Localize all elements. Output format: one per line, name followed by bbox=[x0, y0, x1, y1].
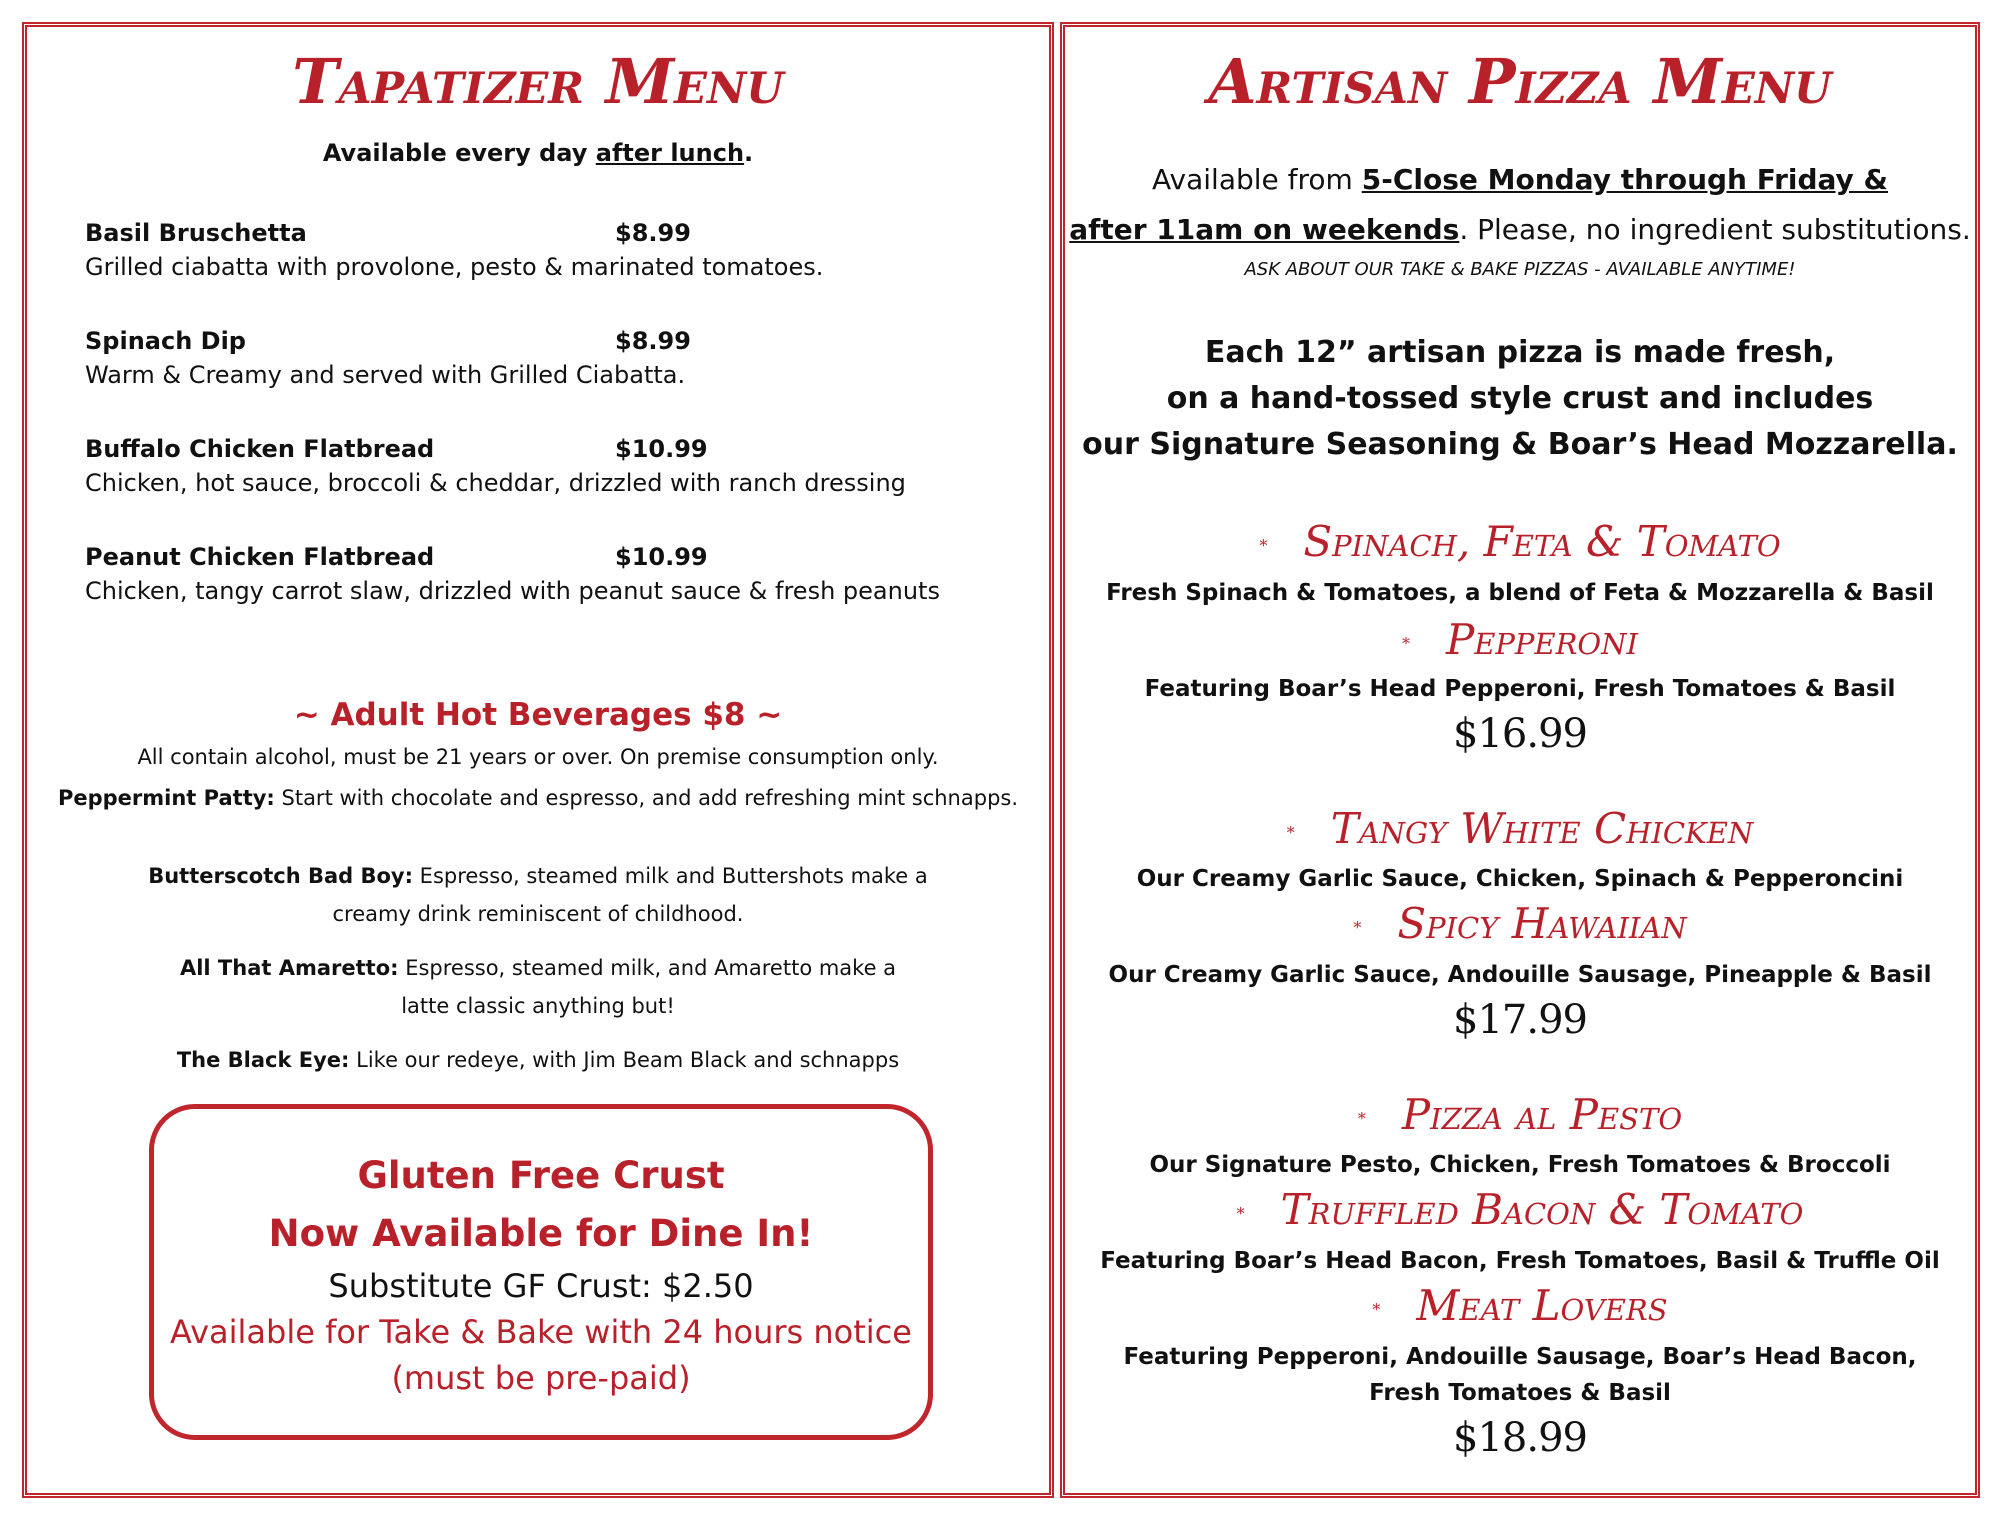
pizza-name-row bbox=[1065, 1185, 1975, 1234]
gluten-free-substitute-price: Substitute GF Crust: $2.50 bbox=[328, 1267, 754, 1305]
appetizer-name: Spinach Dip bbox=[85, 327, 246, 355]
star-icon: * bbox=[1236, 1203, 1245, 1223]
pizza-info-line: our Signature Seasoning & Boar’s Head Mozzarella. bbox=[1082, 427, 1958, 462]
appetizer-item bbox=[85, 543, 985, 605]
take-bake-note: ASK ABOUT OUR TAKE & BAKE PIZZAS - AVAILABLE ANYTIME! bbox=[1244, 259, 1796, 280]
availability-suffix: . bbox=[744, 139, 754, 167]
beverage-name: Butterscotch Bad Boy: bbox=[148, 864, 413, 888]
beverage-description-line2: creamy drink reminiscent of childhood. bbox=[332, 902, 744, 926]
appetizer-name: Peanut Chicken Flatbread bbox=[85, 543, 435, 571]
beverage-item bbox=[27, 779, 1049, 817]
pizza-name-row bbox=[1065, 517, 1975, 566]
star-icon: * bbox=[1401, 633, 1410, 653]
pizza-ingredients: Featuring Boar’s Head Pepperoni, Fresh Tomatoes & Basil bbox=[1144, 676, 1896, 702]
pizza-menu-title: Artisan Pizza Menu bbox=[1208, 45, 1832, 118]
pizza-name: Pepperoni bbox=[1445, 615, 1639, 664]
gluten-free-box bbox=[149, 1104, 933, 1440]
pizza-availability bbox=[1065, 155, 1975, 255]
availability-text: Available every day bbox=[322, 139, 596, 167]
star-icon: * bbox=[1259, 535, 1268, 555]
gluten-free-take-bake: Available for Take & Bake with 24 hours notice bbox=[170, 1313, 912, 1351]
pizza-name: Meat Lovers bbox=[1416, 1281, 1668, 1330]
availability-prefix: Available from bbox=[1152, 163, 1362, 196]
pizza-price: $17.99 bbox=[1453, 997, 1587, 1043]
beverage-item bbox=[27, 1041, 1049, 1079]
appetizer-item bbox=[85, 219, 985, 281]
availability-weekends: after 11am on weekends bbox=[1069, 213, 1460, 246]
pizza-name: Spicy Hawaiian bbox=[1397, 899, 1687, 948]
availability-weekdays: 5-Close Monday through Friday & bbox=[1361, 163, 1888, 196]
appetizer-description: Warm & Creamy and served with Grilled Ciabatta. bbox=[85, 361, 686, 389]
pizza-name-row bbox=[1065, 804, 1975, 853]
beverages-title: ~ Adult Hot Beverages $8 ~ bbox=[293, 697, 783, 733]
pizza-ingredients-line: Featuring Pepperoni, Andouille Sausage, Boar’s Head Bacon, bbox=[1123, 1344, 1917, 1370]
pizza-info-line: on a hand-tossed style crust and includes bbox=[1166, 381, 1874, 416]
pizza-ingredients: Featuring Boar’s Head Bacon, Fresh Tomatoes, Basil & Truffle Oil bbox=[1100, 1248, 1940, 1274]
beverage-description: Like our redeye, with Jim Beam Black and schnapps bbox=[349, 1048, 900, 1072]
beverage-name: The Black Eye: bbox=[176, 1048, 350, 1072]
pizza-price: $16.99 bbox=[1453, 711, 1587, 757]
appetizer-name: Buffalo Chicken Flatbread bbox=[85, 435, 435, 463]
pizza-price: $18.99 bbox=[1453, 1415, 1587, 1461]
pizza-name-row bbox=[1065, 899, 1975, 948]
pizza-name: Spinach, Feta & Tomato bbox=[1303, 517, 1781, 566]
appetizer-item bbox=[85, 435, 985, 497]
appetizer-price: $8.99 bbox=[615, 219, 691, 247]
gluten-free-prepaid: (must be pre-paid) bbox=[391, 1359, 691, 1397]
tapatizer-menu-panel bbox=[22, 22, 1054, 1498]
pizza-name: Truffled Bacon & Tomato bbox=[1280, 1185, 1804, 1234]
availability-underlined: after lunch bbox=[595, 139, 745, 167]
star-icon: * bbox=[1372, 1299, 1381, 1319]
pizza-ingredients: Our Creamy Garlic Sauce, Chicken, Spinach & Pepperoncini bbox=[1136, 866, 1904, 892]
pizza-name-row bbox=[1065, 1281, 1975, 1330]
beverage-description: Espresso, steamed milk, and Amaretto make a bbox=[398, 956, 897, 980]
pizza-name: Pizza al Pesto bbox=[1401, 1090, 1683, 1139]
appetizer-description: Chicken, tangy carrot slaw, drizzled with peanut sauce & fresh peanuts bbox=[85, 577, 940, 605]
availability-note: . Please, no ingredient substitutions. bbox=[1459, 213, 1971, 246]
appetizer-name: Basil Bruschetta bbox=[85, 219, 307, 247]
appetizer-item bbox=[85, 327, 985, 389]
pizza-info-line: Each 12” artisan pizza is made fresh, bbox=[1204, 335, 1836, 370]
beverage-item bbox=[27, 857, 1049, 933]
pizza-ingredients-line: Fresh Tomatoes & Basil bbox=[1369, 1380, 1671, 1406]
beverage-name: Peppermint Patty: bbox=[57, 786, 275, 810]
appetizer-description: Chicken, hot sauce, broccoli & cheddar, drizzled with ranch dressing bbox=[85, 469, 906, 497]
gluten-free-subheading: Now Available for Dine In! bbox=[268, 1212, 814, 1255]
beverage-item bbox=[27, 949, 1049, 1025]
appetizer-price: $10.99 bbox=[615, 435, 708, 463]
star-icon: * bbox=[1357, 1108, 1366, 1128]
pizza-ingredients bbox=[1065, 1339, 1975, 1411]
appetizer-description: Grilled ciabatta with provolone, pesto & marinated tomatoes. bbox=[85, 253, 824, 281]
appetizer-price: $8.99 bbox=[615, 327, 691, 355]
pizza-ingredients: Our Creamy Garlic Sauce, Andouille Sausage, Pineapple & Basil bbox=[1108, 962, 1932, 988]
beverage-description-line2: latte classic anything but! bbox=[401, 994, 675, 1018]
beverage-description: Start with chocolate and espresso, and add refreshing mint schnapps. bbox=[274, 786, 1019, 810]
pizza-name-row bbox=[1065, 615, 1975, 664]
star-icon: * bbox=[1353, 917, 1362, 937]
pizza-ingredients: Our Signature Pesto, Chicken, Fresh Tomatoes & Broccoli bbox=[1149, 1152, 1891, 1178]
beverages-note: All contain alcohol, must be 21 years or over. On premise consumption only. bbox=[137, 745, 939, 769]
appetizer-price: $10.99 bbox=[615, 543, 708, 571]
pizza-name-row bbox=[1065, 1090, 1975, 1139]
pizza-name: Tangy White Chicken bbox=[1330, 804, 1754, 853]
beverage-description: Espresso, steamed milk and Buttershots make a bbox=[413, 864, 928, 888]
tapatizer-availability bbox=[27, 139, 1049, 167]
star-icon: * bbox=[1286, 822, 1295, 842]
pizza-ingredients: Fresh Spinach & Tomatoes, a blend of Feta & Mozzarella & Basil bbox=[1106, 580, 1934, 606]
beverage-name: All That Amaretto: bbox=[179, 956, 399, 980]
artisan-pizza-menu-panel bbox=[1060, 22, 1980, 1498]
pizza-description-block bbox=[1065, 330, 1975, 468]
gluten-free-heading: Gluten Free Crust bbox=[357, 1154, 725, 1197]
tapatizer-menu-title: Tapatizer Menu bbox=[292, 45, 784, 118]
